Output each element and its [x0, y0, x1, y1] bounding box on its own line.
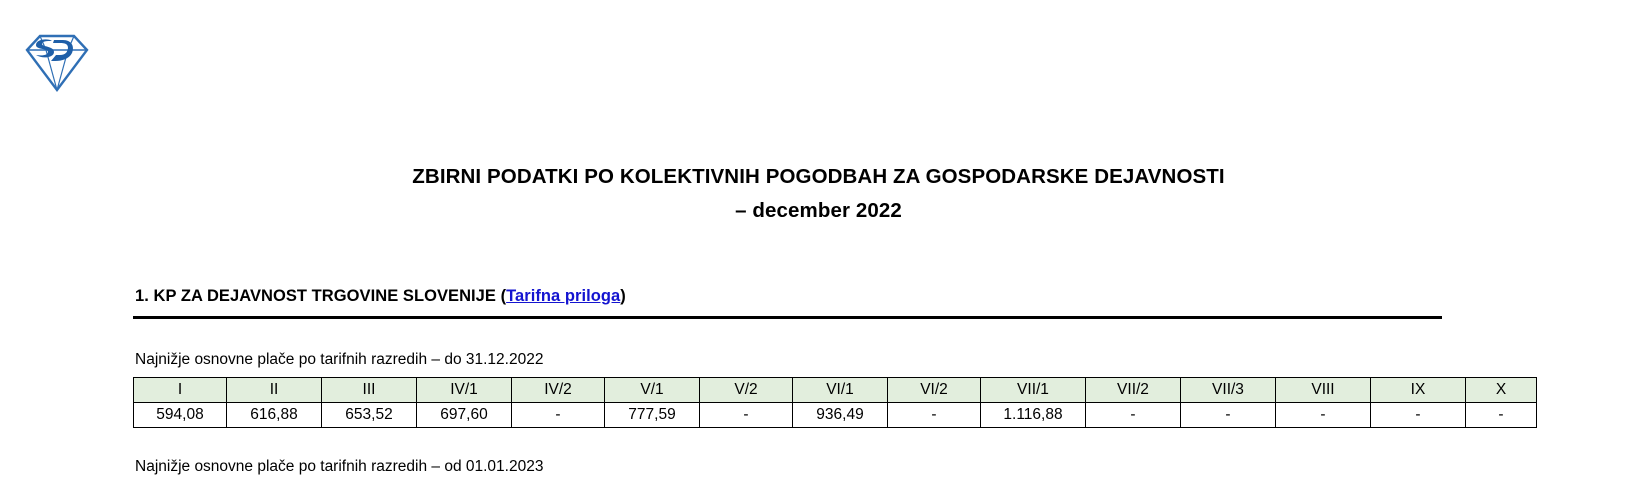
table-header-cell: IV/2: [512, 378, 605, 403]
table-header-cell: VII/1: [981, 378, 1086, 403]
table-header-cell: VI/2: [888, 378, 981, 403]
table-cell: 777,59: [605, 403, 700, 428]
section-heading-text: 1. KP ZA DEJAVNOST TRGOVINE SLOVENIJE (: [135, 287, 507, 305]
page-title: [0, 160, 1637, 229]
table-header-cell: V/1: [605, 378, 700, 403]
table-cell: -: [512, 403, 605, 428]
tarifna-priloga-link[interactable]: Tarifna priloga: [506, 287, 621, 305]
table-header-cell: VIII: [1276, 378, 1371, 403]
table-cell: -: [1276, 403, 1371, 428]
table-cell: -: [888, 403, 981, 428]
table-header-cell: VII/3: [1181, 378, 1276, 403]
table-cell: 594,08: [134, 403, 227, 428]
table-header-cell: X: [1466, 378, 1537, 403]
table-header-cell: VI/1: [793, 378, 888, 403]
table-header-cell: III: [322, 378, 417, 403]
table-header-cell: VII/2: [1086, 378, 1181, 403]
page-title-line2: – december 2022: [735, 199, 902, 223]
table-header-row: [134, 378, 1537, 403]
section-heading: [135, 287, 626, 306]
table-cell: 697,60: [417, 403, 512, 428]
table-cell: 616,88: [227, 403, 322, 428]
table-header-cell: V/2: [700, 378, 793, 403]
table-cell: -: [1466, 403, 1537, 428]
table-cell: -: [1086, 403, 1181, 428]
table-cell: -: [1371, 403, 1466, 428]
table-cell: 1.116,88: [981, 403, 1086, 428]
table-caption-2: Najnižje osnovne plače po tarifnih razredih – od 01.01.2023: [135, 458, 544, 475]
table-row: [134, 403, 1537, 428]
table-cell: 653,52: [322, 403, 417, 428]
table-cell: -: [700, 403, 793, 428]
salary-grades-table: [133, 377, 1537, 428]
sd-logo: [22, 28, 92, 98]
section-divider: [133, 316, 1442, 319]
table-header-cell: I: [134, 378, 227, 403]
table-cell: -: [1181, 403, 1276, 428]
section-heading-close-paren: ): [620, 287, 626, 305]
table-header-cell: IX: [1371, 378, 1466, 403]
table-caption-1: Najnižje osnovne plače po tarifnih razredih – do 31.12.2022: [135, 351, 544, 368]
table-header-cell: II: [227, 378, 322, 403]
table-cell: 936,49: [793, 403, 888, 428]
table-header-cell: IV/1: [417, 378, 512, 403]
page-title-line1: ZBIRNI PODATKI PO KOLEKTIVNIH POGODBAH ZA GOSPODARSKE DEJAVNOSTI: [412, 165, 1225, 188]
